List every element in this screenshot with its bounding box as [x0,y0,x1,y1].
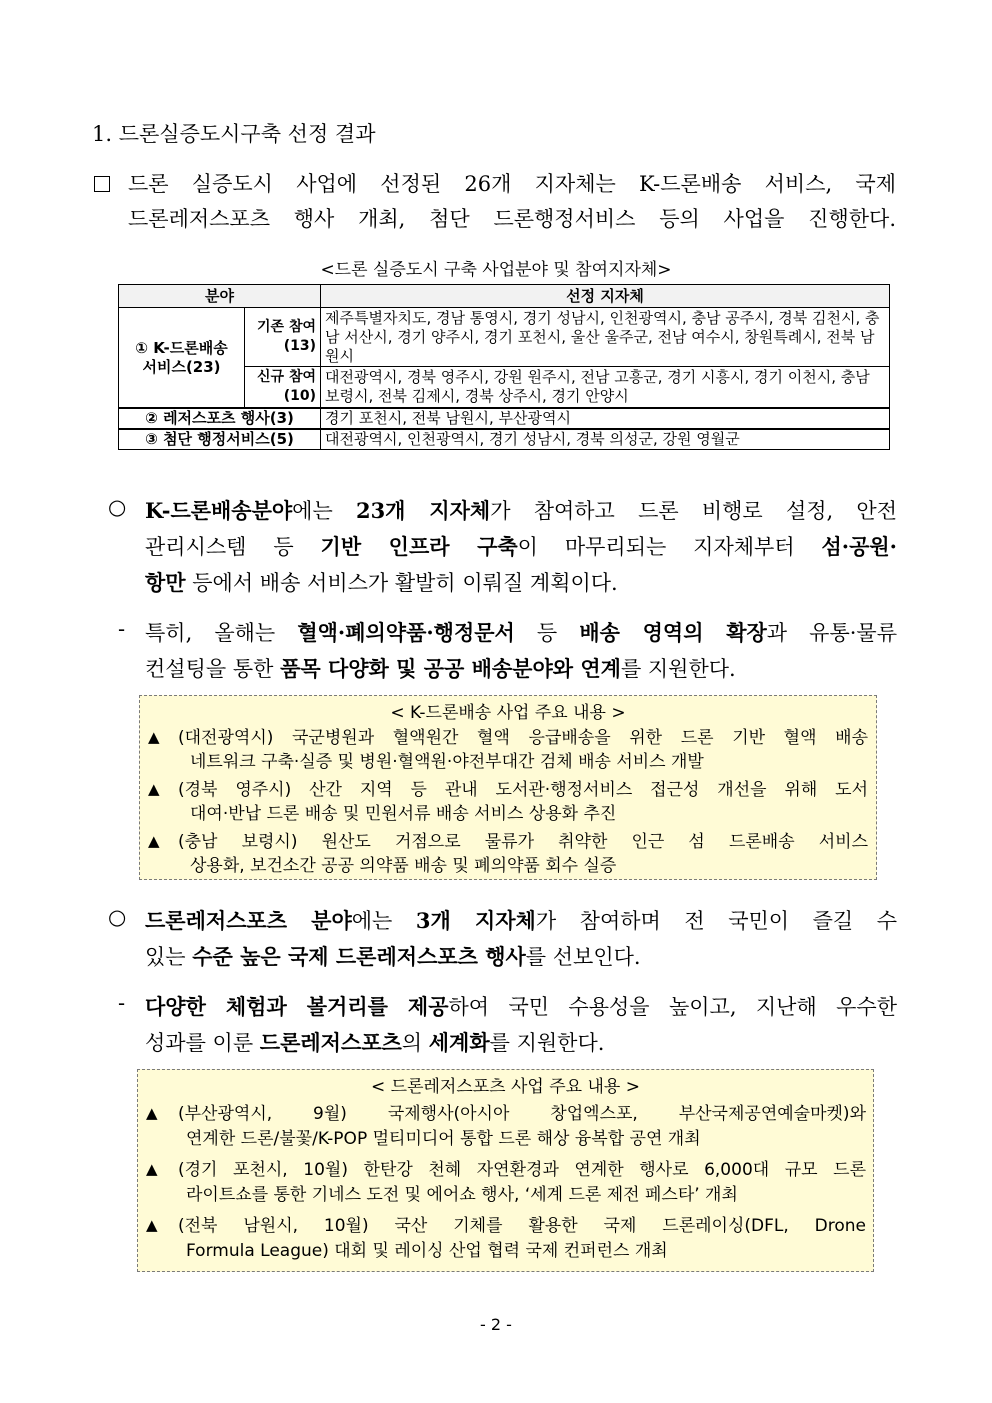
table-row [119,308,890,367]
note-line: (경북 영주시) 산간 지역 등 관내 도서관·행정서비스 접근성 개선을 위해 도서 [178,780,868,800]
note-line: (충남 보령시) 원산도 거점으로 물류가 취약한 인근 섬 드론배송 서비스 [178,832,868,852]
triangle-icon: ▲ [148,780,160,798]
delivery-box-title: < K-드론배송 사업 주요 내용 > [390,703,626,723]
cities-existing: 제주특별자치도, 경남 통영시, 경기 성남시, 인천광역시, 충남 공주시, 경북 김천시, 충남 서산시, 경기 양주시, 경기 포천시, 울산 울주군, 전남 여수시, 창원특례시, 전북 남원시 [321,308,890,367]
bullet-circle: ○ [108,905,127,929]
note-line: 상용화, 보건소간 공공 의약품 배송 및 폐의약품 회수 실증 [190,856,617,876]
header-cities: 선정 지자체 [321,285,890,308]
leisure-detail-line-2: 성과를 이룬 드론레저스포츠의 세계화를 지원한다. [145,1030,605,1055]
table-header-row [119,285,890,308]
list-item [140,830,876,882]
delivery-para-line-1: K-드론배송분야에는 23개 지자체가 참여하고 드론 비행로 설정, 안전 [145,498,897,523]
list-item [138,1156,873,1212]
table-row [119,408,890,429]
cities-leisure: 경기 포천시, 전북 남원시, 부산광역시 [321,408,890,429]
table-row [119,429,890,450]
leisure-para-line-1: 드론레저스포츠 분야에는 3개 지자체가 참여하며 전 국민이 즐길 수 [145,908,897,933]
note-line: (부산광역시, 9월) 국제행사(아시아 창업엑스포, 부산국제공연예술마켓)와 [178,1104,866,1124]
delivery-detail-line-1: 특히, 올해는 혈액·폐의약품·행정문서 등 배송 영역의 확장과 유통·물류 [145,620,897,645]
sub-new: 신규 참여 (10) [245,367,321,409]
section-title: 1. 드론실증도시구축 선정 결과 [92,122,376,146]
sub-existing: 기존 참여 (13) [245,308,321,367]
summary-line-1: 드론 실증도시 사업에 선정된 26개 지자체는 K-드론배송 서비스, 국제 [128,172,896,196]
area-table [118,284,890,450]
triangle-icon: ▲ [146,1216,158,1234]
list-item [140,778,876,830]
header-area: 분야 [119,285,321,308]
note-line: 라이트쇼를 통한 기네스 도전 및 에어쇼 행사, ‘세계 드론 제전 페스타’ 개최 [186,1185,738,1205]
bullet-circle: ○ [108,495,127,519]
triangle-icon: ▲ [146,1160,158,1178]
note-line: (전북 남원시, 10월) 국산 기체를 활용한 국제 드론레이싱(DFL, Drone [178,1216,866,1236]
list-item [138,1212,873,1268]
category-delivery: ① K-드론배송 서비스(23) [119,308,245,409]
delivery-note-box [139,695,877,880]
note-line: (경기 포천시, 10월) 한탄강 천혜 자연환경과 연계한 행사로 6,000대 규모 드론 [178,1160,866,1180]
triangle-icon: ▲ [148,728,160,746]
delivery-detail-line-2: 컨설팅을 통한 품목 다양화 및 공공 배송분야와 연계를 지원한다. [145,656,736,681]
category-admin: ③ 첨단 행정서비스(5) [119,429,321,450]
dash-mark: - [118,991,126,1015]
leisure-para-line-2: 있는 수준 높은 국제 드론레저스포츠 행사를 선보인다. [145,944,641,969]
triangle-icon: ▲ [148,832,160,850]
note-line: (대전광역시) 국군병원과 혈액원간 혈액 응급배송을 위한 드론 기반 혈액 배송 [178,728,868,748]
leisure-detail-line-1: 다양한 체험과 볼거리를 제공하여 국민 수용성을 높이고, 지난해 우수한 [145,994,897,1019]
page-number: - 2 - [480,1315,512,1334]
table-caption: <드론 실증도시 구축 사업분야 및 참여지자체> [320,260,672,280]
note-line: 연계한 드론/불꽃/K-POP 멀티미디어 통합 드론 해상 융복합 공연 개최 [186,1129,701,1149]
summary-line-2: 드론레저스포츠 행사 개최, 첨단 드론행정서비스 등의 사업을 진행한다. [128,207,896,231]
category-leisure: ② 레저스포츠 행사(3) [119,408,321,429]
cities-admin: 대전광역시, 인천광역시, 경기 성남시, 경북 의성군, 강원 영월군 [321,429,890,450]
list-item [138,1100,873,1156]
checkbox-square-icon [94,176,110,192]
list-item [140,726,876,778]
cities-new: 대전광역시, 경북 영주시, 강원 원주시, 전남 고흥군, 경기 시흥시, 경기 이천시, 충남 보령시, 전북 김제시, 경북 상주시, 경기 안양시 [321,367,890,409]
note-line: 네트워크 구축·실증 및 병원·혈액원·야전부대간 검체 배송 서비스 개발 [190,752,704,772]
leisure-note-box [137,1069,874,1272]
note-line: Formula League) 대회 및 레이싱 산업 협력 국제 컨퍼런스 개최 [186,1241,668,1261]
leisure-box-title: < 드론레저스포츠 사업 주요 내용 > [371,1077,640,1097]
triangle-icon: ▲ [146,1104,158,1122]
delivery-para-line-2: 관리시스템 등 기반 인프라 구축이 마무리되는 지자체부터 섬·공원· [145,534,897,559]
dash-mark: - [118,617,126,641]
delivery-para-line-3: 항만 등에서 배송 서비스가 활발히 이뤄질 계획이다. [145,570,618,595]
note-line: 대여·반납 드론 배송 및 민원서류 배송 서비스 상용화 추진 [190,804,617,824]
